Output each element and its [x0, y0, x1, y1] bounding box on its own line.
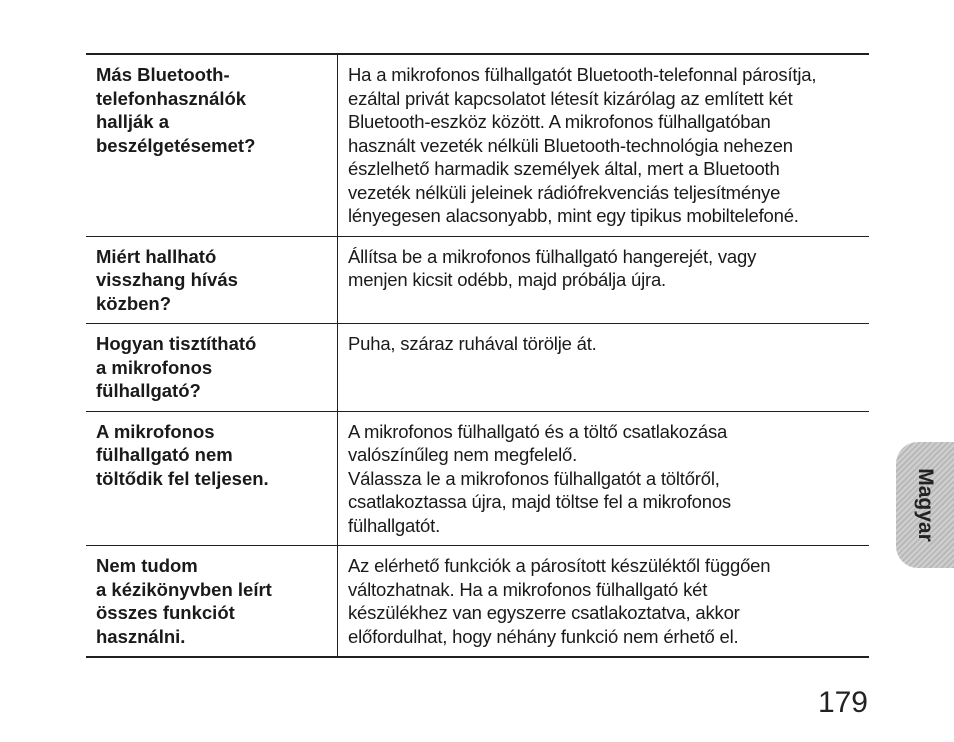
- faq-question: Miért hallható visszhang hívás közben?: [86, 237, 338, 324]
- faq-row: [86, 55, 869, 236]
- faq-question: Hogyan tisztítható a mikrofonos fülhallgató?: [86, 324, 338, 411]
- language-tab-label: Magyar: [914, 468, 937, 542]
- faq-question: A mikrofonos fülhallgató nem töltődik fel teljesen.: [86, 412, 338, 546]
- faq-row: [86, 411, 869, 546]
- language-tab-label-wrap: [896, 442, 954, 568]
- faq-row: [86, 545, 869, 656]
- faq-row: [86, 323, 869, 411]
- faq-answer: Ha a mikrofonos fülhallgatót Bluetooth-telefonnal párosítja, ezáltal privát kapcsolatot létesít kizárólag az említett két Bluetooth-eszköz között. A mikrofonos fülhallgatóban használt vezeték nélküli Bluetooth-technológia nehezen észlelhető harmadik személyek által, mert a Bluetooth vezeték nélküli jeleinek rádiófrekvenciás teljesítménye lényegesen alacsonyabb, mint egy tipikus mobiltelefoné.: [348, 64, 817, 226]
- language-tab: [896, 442, 954, 568]
- faq-answer: Puha, száraz ruhával törölje át.: [348, 333, 597, 354]
- faq-question: Nem tudom a kézikönyvben leírt összes funkciót használni.: [86, 546, 338, 656]
- faq-table: [86, 53, 869, 658]
- page-number: 179: [817, 686, 868, 719]
- faq-answer: Az elérhető funkciók a párosított készüléktől függően változhatnak. Ha a mikrofonos fülhallgató két készülékhez van egyszerre csatlakoztatva, akkor előfordulhat, hogy néhány funkció nem érhető el.: [348, 555, 771, 647]
- faq-answer: Állítsa be a mikrofonos fülhallgató hangerejét, vagy menjen kicsit odébb, majd próbálja újra.: [348, 245, 757, 290]
- faq-question: Más Bluetooth- telefonhasználók hallják a beszélgetésemet?: [86, 55, 338, 236]
- faq-answer: A mikrofonos fülhallgató és a töltő csatlakozása valószínűleg nem megfelelő. Válassza le a mikrofonos fülhallgatót a töltőről, csatlakoztassa újra, majd töltse fel a mikrofonos fülhallgatót.: [348, 420, 731, 536]
- faq-row: [86, 236, 869, 324]
